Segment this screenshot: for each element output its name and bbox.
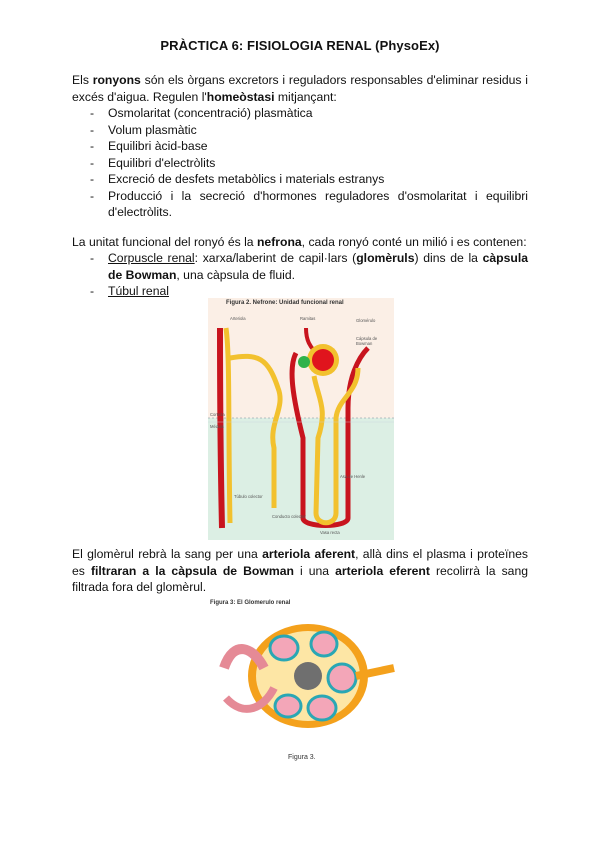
intro-bold-ronyons: ronyons — [92, 73, 141, 87]
intro-bold-homeostasi: homeòstasi — [206, 89, 275, 104]
intro-paragraph — [72, 72, 528, 105]
intro-text: mitjançant: — [274, 89, 337, 104]
bold-filtraran: filtraran a la càpsula de Bowman — [90, 563, 294, 578]
label-ramitas: Ramitas — [300, 316, 316, 321]
parts-text: ) dins de la — [414, 251, 483, 265]
label-corteza: Corteza — [210, 412, 225, 417]
podocyte-cell — [311, 632, 337, 656]
glomerulus — [312, 349, 334, 371]
bold-bowman: càpsula de Bowman — [108, 251, 528, 282]
tubul-label: Túbul renal — [108, 284, 169, 298]
parts-text: : xarxa/laberint de capil·lars ( — [194, 251, 357, 265]
list-item: - Producció i la secreció d'hormones reguladores d'osmolaritat i equilibri d'electròlits. — [72, 188, 528, 221]
figure2-caption: Figura 2. Nefrone: Unidad funcional renal — [226, 300, 344, 306]
afferent-arteriole — [224, 649, 264, 668]
label-conducto-colector: Conducto colector — [272, 514, 306, 519]
nephron-bold: nefrona — [256, 235, 302, 249]
functions-list — [72, 105, 528, 221]
bold-arteriola-eferent: arteriola eferent — [335, 563, 430, 578]
podocyte-cell — [270, 636, 298, 660]
list-item: - Equilibri d'electròlits — [72, 155, 528, 172]
figure3-caption: Figura 3: El Glomerulo renal — [210, 600, 291, 606]
glomerul-paragraph — [72, 546, 528, 596]
list-item: - Volum plasmàtic — [72, 122, 528, 139]
podocyte-cell — [275, 695, 301, 717]
parts-list — [72, 250, 528, 300]
nephron-figure — [208, 298, 394, 540]
mesangium — [294, 662, 322, 690]
intro-text: són els òrgans excretors i reguladors responsables d'eliminar residus i excés d'aigua. Regulen l' — [72, 73, 528, 104]
nephron-paragraph — [72, 234, 528, 251]
list-item: - Equilibri àcid-base — [72, 138, 528, 155]
list-item: - Excreció de desfets metabòlics i materials estranys — [72, 171, 528, 188]
label-glomerulo: Glomérulo — [356, 318, 376, 323]
nephron-text: , cada ronyó conté un milió i es contenen: — [301, 235, 527, 249]
label-asa-henle: Asa de Henle — [340, 474, 366, 479]
parts-text: , una càpsula de fluid. — [176, 267, 295, 282]
figure3-bottom-caption: Figura 3. — [288, 754, 316, 761]
podocyte-cell — [328, 664, 356, 692]
label-vasa-recta: Vasa recta — [320, 530, 340, 535]
corpuscle-label: Corpuscle renal — [108, 251, 195, 265]
list-item — [72, 250, 528, 283]
glomerul-text: , allà dins el plasma i proteïnes es — [72, 547, 528, 578]
list-item: - Osmolaritat (concentració) plasmàtica — [72, 105, 528, 122]
glomerul-text: recolirrà la sang filtrada fora del glomèrul. — [72, 563, 529, 594]
glomerulus-diagram — [204, 608, 404, 758]
nephron-text: La unitat funcional del ronyó és la — [72, 235, 257, 249]
glomerulus-figure — [204, 598, 404, 768]
glomerul-text: El glomèrul rebrà la sang per una — [72, 547, 263, 561]
podocyte-cell — [308, 696, 336, 720]
label-tubulo-colector: Túbulo colector — [234, 494, 263, 499]
macula-densa — [298, 356, 310, 368]
label-arteriola: Arteriola — [230, 316, 246, 321]
bold-glomeruls: glomèruls — [356, 251, 415, 265]
page-title: PRÀCTICA 6: FISIOLOGIA RENAL (PhysoEx) — [160, 38, 440, 53]
intro-text: Els — [72, 73, 93, 87]
label-bowman: Cápsula de Bowman — [356, 336, 378, 346]
label-medula: Médula — [210, 424, 224, 429]
nephron-diagram — [208, 298, 394, 540]
bold-arteriola-aferent: arteriola aferent — [262, 547, 356, 561]
glomerul-text: i una — [293, 563, 336, 578]
